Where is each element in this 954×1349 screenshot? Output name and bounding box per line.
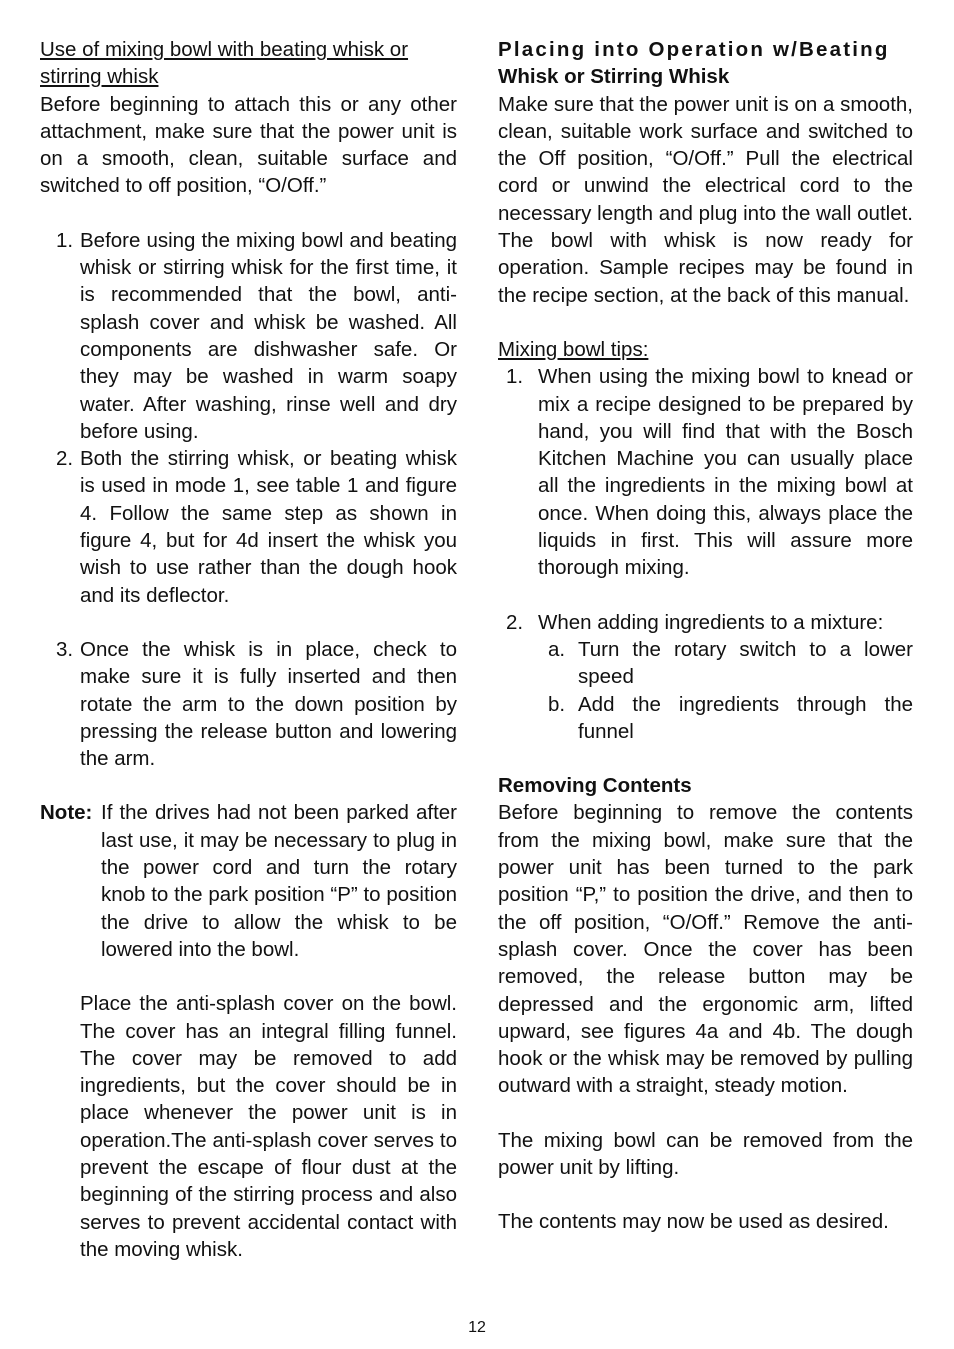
- page-number: 12: [468, 1319, 486, 1336]
- list-item-text: Both the stirring whisk, or beating whisk is used in mode 1, see table 1 and figure 4. Follow the same step as shown in figure 4, but for 4d insert the whisk you wish to use rather than the dough hook and its deflector.: [80, 447, 457, 607]
- list-number: 1.: [506, 365, 524, 389]
- right-column: [498, 36, 913, 1236]
- list-item-text: Once the whisk is in place, check to make sure it is fully inserted and then rotate the arm to the down position by pressing the release button and lowering the arm.: [80, 637, 457, 771]
- list-item-text: When adding ingredients to a mixture:: [538, 610, 884, 634]
- note-label: Note:: [40, 801, 93, 825]
- removing-heading: Removing Contents: [498, 774, 692, 798]
- list-item-text: When using the mixing bowl to knead or mix a recipe designed to be prepared by hand, you will find that with the Bosch Kitchen Machine you can usually place all the ingredients in the mixing bowl at once. When doing this, always place the liquids in first. This will assure more thorough mixing.: [538, 365, 913, 580]
- operation-heading-line2: Whisk or Stirring Whisk: [498, 65, 730, 89]
- cover-paragraph: Place the anti-splash cover on the bowl. The cover has an integral filling funnel. The cover may be removed to add ingredients, but the cover should be in place whenever the power unit is in operation.The anti-splash cover serves to prevent the escape of flour dust at the beginning of the stirring process and also serves to prevent accidental contact with the moving whisk.: [80, 992, 457, 1261]
- list-item: [498, 363, 913, 581]
- operation-heading-line1: Placing into Operation w/Beating: [498, 38, 890, 61]
- list-number: 2.: [56, 447, 74, 471]
- section-heading-mixing-bowl: Use of mixing bowl with beating whisk or stirring whisk: [40, 38, 409, 89]
- tips-heading: Mixing bowl tips:: [498, 337, 649, 361]
- list-number: 3.: [56, 637, 74, 661]
- bowl-removal-paragraph: The mixing bowl can be removed from the power unit by lifting.: [498, 1128, 913, 1179]
- list-number: 2.: [506, 610, 524, 634]
- sub-list-text: Turn the rotary switch to a lower speed: [578, 637, 913, 689]
- removing-paragraph: Before beginning to remove the contents from the mixing bowl, make sure that the power unit has been turned to the park position “P,” to position the drive, and then to the off position, “O/Off.” Remove the anti-splash cover. Once the cover has been removed, the release button may be depressed and the ergonomic arm, lifted upward, see figures 4a and 4b. The dough hook or the whisk may be removed by pulling outward with a straight, steady motion.: [498, 801, 913, 1098]
- left-column: [40, 36, 457, 1263]
- intro-paragraph: Before beginning to attach this or any other attachment, make sure that the power unit is on a smooth, clean, suitable surface and switched to off position, “O/Off.”: [40, 92, 457, 198]
- sub-list-item: [538, 636, 913, 691]
- list-item: [498, 609, 913, 636]
- list-item: [40, 636, 457, 772]
- list-number: 1.: [56, 228, 74, 252]
- contents-paragraph: The contents may now be used as desired.: [498, 1210, 889, 1234]
- note-text: If the drives had not been parked after last use, it may be necessary to plug in the power cord and turn the rotary knob to the park position “P” to position the drive to allow the whisk to be lowered into the bowl.: [101, 801, 457, 961]
- list-item-text: Before using the mixing bowl and beating whisk or stirring whisk for the first time, it is recommended that the bowl, anti-splash cover and whisk be washed. All components are dishwasher safe. Or they may be washed in warm soapy water. After washing, rinse well and dry before using.: [80, 228, 457, 443]
- sub-list-text: Add the ingredients through the funnel: [578, 692, 913, 743]
- note-block: [40, 799, 457, 963]
- list-item: [40, 227, 457, 445]
- sub-list-item: [538, 691, 913, 746]
- list-item: [40, 445, 457, 609]
- operation-paragraph: Make sure that the power unit is on a smooth, clean, suitable work surface and switched to the Off position, “O/Off.” Pull the electrical cord or unwind the electrical cord to the necessary length and plug into the wall outlet. The bowl with whisk is now ready for operation. Sample recipes may be found in the recipe section, at the back of this manual.: [498, 92, 913, 307]
- sub-list-letter: a.: [548, 637, 566, 661]
- sub-list-letter: b.: [548, 692, 566, 716]
